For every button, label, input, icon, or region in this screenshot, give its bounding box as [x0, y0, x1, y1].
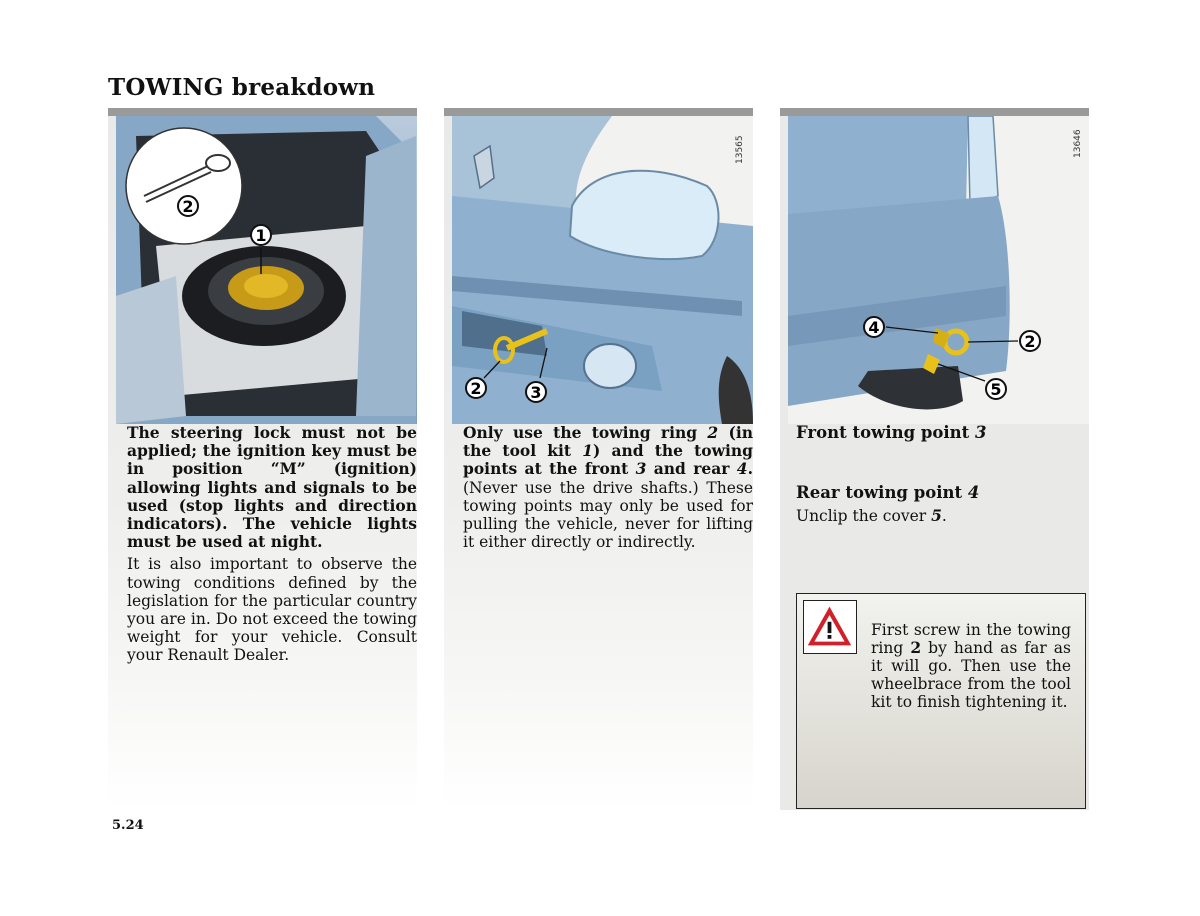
steering-lock-warning: The steering lock must not be applied; the ignition key must be in position “M” (ignition) allowing lights and signals to be used (stop lights and direction indicators). The vehicle lights must be used at night.	[127, 423, 417, 552]
page-title: TOWING breakdown	[108, 74, 376, 101]
towing-conditions-note: It is also important to observe the towing conditions defined by the legislation for the particular country you are in. Do not exceed the towing weight for your vehicle. Consult your Renault Dealer.	[127, 555, 417, 665]
towing-ring-instructions: Only use the towing ring 2 (in the tool kit 1) and the towing points at the front 3 and rear 4. (Never use the drive shafts.) These towing points may only be used for pulling the vehicle, never for lifting it either directly or indirectly.	[463, 423, 753, 552]
rear-towing-point-body: Unclip the cover 5.	[796, 506, 947, 526]
figure-code: 13565	[735, 135, 745, 164]
boot-illustration	[116, 116, 417, 424]
column-front-towing	[444, 108, 753, 810]
rear-bumper-illustration	[788, 116, 1089, 424]
column-1-text	[127, 424, 417, 665]
callout-2-rear	[1020, 331, 1040, 351]
front-towing-point-heading: Front towing point 3	[796, 423, 987, 442]
front-bumper-illustration	[452, 116, 753, 424]
column-top-bar	[780, 108, 1089, 116]
figure-code: 13646	[1073, 129, 1083, 158]
column-top-bar	[108, 108, 417, 116]
svg-text:2: 2	[1024, 332, 1036, 351]
rear-towing-point-heading: Rear towing point 4	[796, 483, 980, 503]
column-top-bar	[444, 108, 753, 116]
svg-text:5: 5	[990, 380, 1002, 399]
svg-text:2: 2	[182, 197, 194, 216]
svg-text:1: 1	[255, 226, 267, 245]
callout-2-boot	[178, 196, 198, 216]
svg-text:2: 2	[470, 379, 482, 398]
warning-box	[796, 593, 1086, 809]
svg-text:3: 3	[530, 383, 542, 402]
column-3-text	[796, 424, 1089, 526]
column-boot-spare-wheel	[108, 108, 417, 810]
callout-4-rear	[864, 317, 884, 337]
svg-text:4: 4	[868, 318, 880, 337]
callout-3-front	[526, 382, 546, 402]
warning-text: First screw in the towing ring 2 by hand as far as it will go. Then use the wheelbrace from the tool kit to finish tightening it.	[871, 620, 1071, 712]
callout-5-rear	[986, 379, 1006, 399]
callout-2-front	[466, 378, 486, 398]
column-2-text	[463, 424, 753, 551]
callout-1-boot	[251, 225, 271, 245]
page-number: 5.24	[112, 818, 144, 833]
warning-triangle-icon	[803, 600, 857, 654]
